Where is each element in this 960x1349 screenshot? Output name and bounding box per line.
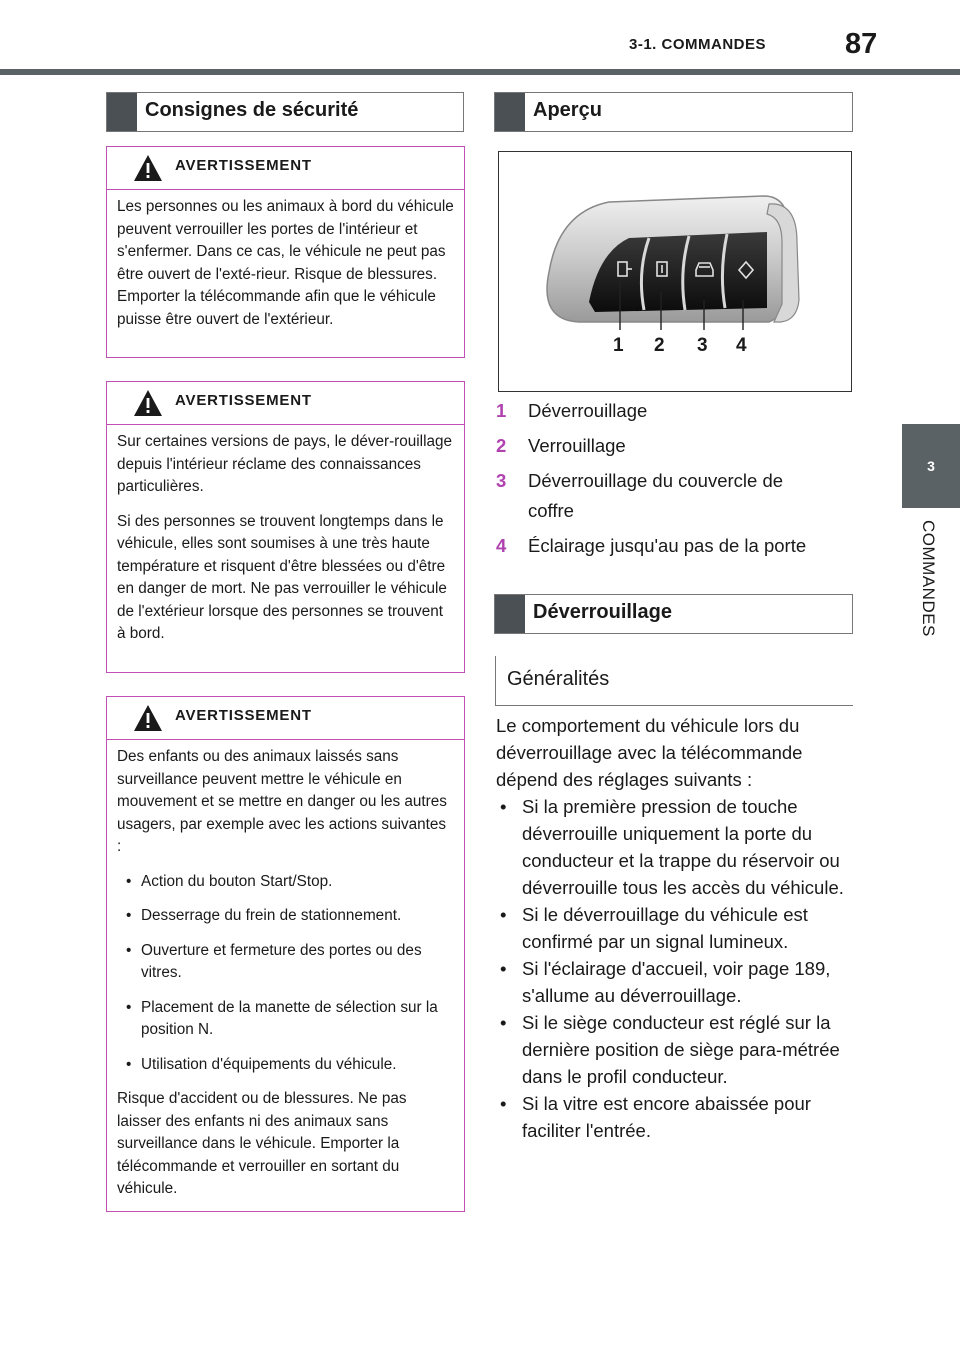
warning-text: Si des personnes se trouvent longtemps dans le véhicule, elles sont soumises à une très haute température et risquent d'être blessées ou d'être en danger de mort. Ne pas verrouiller le véhicule de l'extérieur lorsque des personnes se trouvent à bord. (117, 512, 447, 642)
unlock-description (496, 712, 856, 1144)
legend-number: 4 (496, 535, 507, 556)
legend-number: 2 (496, 435, 507, 456)
legend-item (496, 431, 856, 461)
warning-bullet: • Placement de la manette de sélection sur la position N. (117, 997, 454, 1042)
warning-title: AVERTISSEMENT (175, 707, 312, 724)
section-title-safety (106, 92, 464, 132)
legend-item (496, 396, 856, 426)
header-rule (0, 69, 960, 75)
warning-body (107, 190, 464, 339)
section-title-unlock (494, 594, 853, 634)
warning-text: Les personnes ou les animaux à bord du véhicule peuvent verrouiller les portes de l'intérieur et s'enfermer. Dans ce cas, le véhicule ne peut pas être ouvert de l'exté-rieur. Risque de blessures. Emporter la télécommande afin que le véhicule puisse être ouvert de l'extérieur. (117, 198, 454, 328)
bullet-item: • Si la première pression de touche déverrouille uniquement la porte du conducteur et la trappe du réservoir ou déverrouille tous les accès du véhicule. (496, 793, 856, 901)
figure-label-4: 4 (736, 335, 747, 356)
warning-outro: Risque d'accident ou de blessures. Ne pas laisser des enfants ni des animaux sans surveillance dans le véhicule. Emporter la télécommande et verrouiller en sortant du véhicule. (117, 1090, 407, 1197)
key-fob-illustration (499, 152, 851, 391)
legend-text: Éclairage jusqu'au pas de la porte (528, 535, 807, 556)
warning-triangle-icon (133, 388, 163, 418)
warning-triangle-icon (133, 703, 163, 733)
figure-label-2: 2 (654, 335, 665, 356)
warning-bullet: • Utilisation d'équipements du véhicule. (117, 1054, 454, 1077)
bullet-item: • Si le déverrouillage du véhicule est confirmé par un signal lumineux. (496, 901, 856, 955)
bullet-item: • Si l'éclairage d'accueil, voir page 189, s'allume au déverrouillage. (496, 955, 856, 1009)
warning-text: Sur certaines versions de pays, le déver-rouillage depuis l'intérieur réclame des connaissances particulières. (117, 433, 453, 495)
warning-header (107, 382, 464, 425)
subheading-general (495, 656, 853, 706)
warning-triangle-icon (133, 153, 163, 183)
section-marker (107, 93, 137, 131)
chapter-header: 3-1. COMMANDES (629, 36, 767, 53)
paragraph: Le comportement du véhicule lors du déverrouillage avec la télécommande dépend des réglages suivants : (496, 715, 803, 790)
figure-label-1: 1 (613, 335, 624, 356)
warning-bullet: • Ouverture et fermeture des portes ou des vitres. (117, 940, 454, 985)
section-marker (495, 93, 525, 131)
section-title-text: Déverrouillage (533, 601, 672, 623)
legend-number: 1 (496, 400, 507, 421)
legend-text: Verrouillage (528, 435, 626, 456)
section-title-text: Aperçu (533, 99, 602, 121)
subheading-text: Généralités (507, 668, 610, 690)
legend-item (496, 466, 856, 526)
section-title-text: Consignes de sécurité (145, 99, 359, 121)
legend-item (496, 531, 856, 561)
warning-body (107, 740, 464, 1209)
key-fob-figure (498, 151, 852, 392)
warning-box-2 (106, 381, 465, 673)
chapter-tab: 3 (902, 424, 960, 508)
warning-box-1 (106, 146, 465, 358)
warning-title: AVERTISSEMENT (175, 157, 312, 174)
bullet-item: • Si le siège conducteur est réglé sur la dernière position de siège para-métrée dans le profil conducteur. (496, 1009, 856, 1090)
chapter-tab-label: COMMANDES (919, 520, 938, 637)
bullet-item: • Si la vitre est encore abaissée pour faciliter l'entrée. (496, 1090, 856, 1144)
legend-text: Déverrouillage du couvercle de coffre (528, 470, 784, 521)
warning-bullet: • Action du bouton Start/Stop. (117, 871, 454, 894)
figure-label-3: 3 (697, 335, 708, 356)
section-title-overview (494, 92, 853, 132)
legend-text: Déverrouillage (528, 400, 648, 421)
page-number: 87 (845, 28, 878, 60)
warning-header (107, 147, 464, 190)
warning-box-3 (106, 696, 465, 1212)
section-marker (495, 595, 525, 633)
warning-intro: Des enfants ou des animaux laissés sans surveillance peuvent mettre le véhicule en mouvement et se mettre en danger ou les autres usagers, par exemple avec les actions suivantes : (117, 748, 447, 855)
warning-body (107, 425, 464, 654)
figure-legend (496, 396, 856, 566)
legend-number: 3 (496, 470, 507, 491)
warning-header (107, 697, 464, 740)
warning-bullet: • Desserrage du frein de stationnement. (117, 905, 454, 928)
warning-title: AVERTISSEMENT (175, 392, 312, 409)
